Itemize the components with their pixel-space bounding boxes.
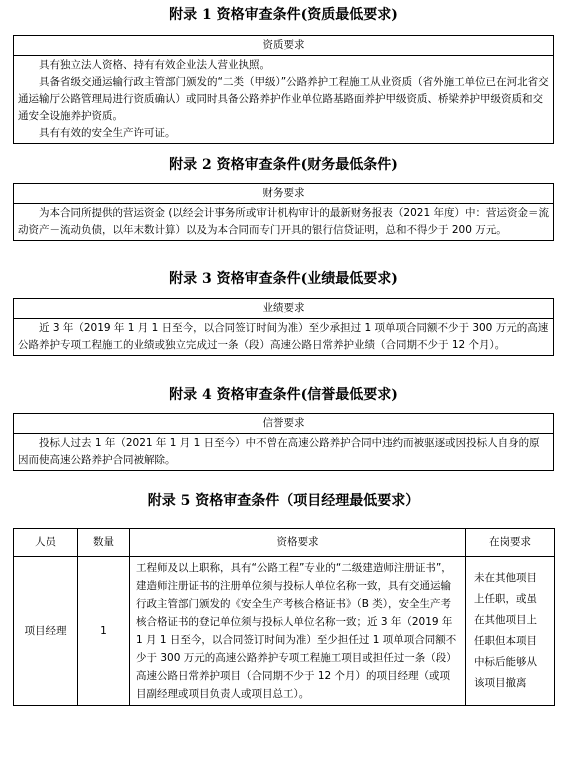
- section-3-table-body: [14, 319, 554, 356]
- section-4-table-header: 信誉要求: [14, 414, 554, 434]
- column-header-person: 人员: [14, 529, 78, 557]
- section-3-title: 附录 3 资格审查条件(业绩最低要求): [169, 271, 398, 287]
- section-4-table: [13, 413, 554, 471]
- section-1-title: 附录 1 资格审查条件(资质最低要求): [169, 7, 398, 23]
- section-5-header-row: [14, 529, 555, 557]
- cell-person: 项目经理: [14, 557, 78, 706]
- section-1-table-header: 资质要求: [14, 36, 554, 56]
- section-4-title: 附录 4 资格审查条件(信誉最低要求): [169, 387, 398, 403]
- section-2-table: [13, 183, 554, 241]
- table-row: [14, 557, 555, 706]
- section-1-paragraph: 具有独立法人资格、持有有效企业法人营业执照。: [39, 59, 270, 71]
- section-3-table: [13, 298, 554, 356]
- cell-on-duty: 未在其他项目上任职，或虽在其他项目上任职但本项目中标后能够从该项目撤离: [466, 557, 555, 706]
- section-1-paragraph: 具备省级交通运输行政主管部门颁发的“二类（甲级）”公路养护工程施工从业资质（省外施工单位已在河北省交通运输厅公路管理局进行资质确认）或同时具备公路养护作业单位路基路面养护甲级资质、桥梁养护甲级资质和交通安全设施养护资质。: [18, 76, 549, 122]
- column-header-on-duty: 在岗要求: [466, 529, 555, 557]
- cell-requirement: 工程师及以上职称，具有“公路工程”专业的“二级建造师注册证书”，建造师注册证书的注册单位须与投标人单位名称一致，具有交通运输行政主管部门颁发的《安全生产考核合格证书》（B 类），安全生产考核合格证书的登记单位须与投标人单位名称一致；近 3 年（2019 年 1 月 1 日至今，以合同签订时间为准）至少担任过 1 项单项合同额不少于 300 万元的高速公路养护专项工程施工项目或担任过一条（段）高速公路日常养护项目（合同期不少于 12 个月）的项目经理（或项目副经理或项目负责人或项目总工）。: [130, 557, 466, 706]
- section-2-paragraph: 为本合同所提供的营运资金 (以经会计事务所或审计机构审计的最新财务报表（2021 年度）中：营运资金＝流动资产－流动负债，以年末数计算）以及为本合同而专门开具的银行信贷证明，总和不得少于 200 万元。: [18, 207, 549, 236]
- section-5-table: [13, 528, 555, 706]
- section-1-paragraph: 具有有效的安全生产许可证。: [39, 127, 176, 139]
- cell-quantity: 1: [78, 557, 130, 706]
- section-2-table-header: 财务要求: [14, 184, 554, 204]
- section-1-table-body: [14, 56, 554, 144]
- section-3-table-header: 业绩要求: [14, 299, 554, 319]
- column-header-requirement: 资格要求: [130, 529, 466, 557]
- column-header-quantity: 数量: [78, 529, 130, 557]
- section-4-paragraph: 投标人过去 1 年（2021 年 1 月 1 日至今）中不曾在高速公路养护合同中违约而被驱逐或因投标人自身的原因而使高速公路养护合同被解除。: [18, 437, 540, 466]
- section-1-table: [13, 35, 554, 144]
- section-5-title: 附录 5 资格审查条件（项目经理最低要求）: [147, 493, 420, 509]
- section-4-table-body: [14, 434, 554, 471]
- section-2-table-body: [14, 204, 554, 241]
- section-3-paragraph: 近 3 年（2019 年 1 月 1 日至今，以合同签订时间为准）至少承担过 1 项单项合同额不少于 300 万元的高速公路养护专项工程施工的业绩或独立完成过一条（段）高速公路日常养护业绩（合同期不少于 12 个月）。: [18, 322, 549, 351]
- section-2-title: 附录 2 资格审查条件(财务最低条件): [169, 157, 398, 173]
